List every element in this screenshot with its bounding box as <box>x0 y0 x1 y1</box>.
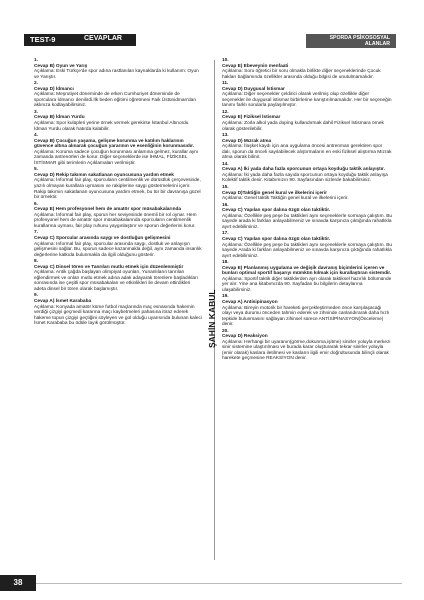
answer-item <box>34 133 202 166</box>
answer-text: Cevap D) Reaksiyon <box>222 334 268 340</box>
header-test-bar <box>24 34 136 46</box>
explanation-text: Açıklama: Eski Türkçe'de spor adına rastlanılan kaynaklarda ki kullanım: Oyun ve Yarıştır. <box>34 69 199 80</box>
answer-item <box>222 162 392 184</box>
answer-text: Cevap C) Yapılan spor dalına özgü olan taktiktir. <box>222 236 331 242</box>
question-number: 20. <box>222 328 229 334</box>
answer-text: Cevap E) Hem profesyonel hem de amatör spor müsabakalarında <box>34 207 182 213</box>
explanation-text: Açıklama: Antik çağda başlayan olimpiyat oyunları, Yunanlıların tanrıları eğlendirmek ve onları mutlu etmek adına adak adayarak törenlere başladıkları sonrasında ise çeşitli spor müsabakaları ve etkinlikleri ile devam ettirdikleri adeta dinsel bir tören olarak başlamıştır. <box>34 270 198 292</box>
answer-text: Cevap E) Ebeveynin menfaati <box>222 63 289 69</box>
answer-item <box>222 133 392 161</box>
answer-item <box>34 58 202 80</box>
question-number: 4. <box>34 133 38 139</box>
brand-vertical <box>200 284 222 350</box>
answer-item <box>222 185 392 202</box>
question-number: 12. <box>222 109 229 115</box>
answer-text: Cevap C) Dinsel tören ve Tanrıları mutlu etmek için düzenlenmiştir <box>34 264 184 270</box>
answer-item <box>34 259 202 292</box>
answer-text: Cevap D) İdmancı <box>34 86 74 92</box>
explanation-text: Açıklama: Özellikle peş peşe bu taktikleri aynı seçeneklerle sormaya çalıştım. Bu sayede Arada ki farkları anlayabilmeniz ve sınavda karşınıza çıktığında rahatlıkla ayırt edebilirsiniz. <box>222 242 393 259</box>
question-number: 13. <box>222 133 229 139</box>
answer-item <box>34 167 202 200</box>
question-number: 11. <box>222 81 229 87</box>
answer-item <box>222 58 392 80</box>
section-label: CEVAPLAR <box>84 35 122 42</box>
question-number: 10. <box>222 58 229 63</box>
brand-text: ŞAHİN KABUL <box>207 289 217 348</box>
answer-text: Cevap D) Rekip takımın sakatlanan oyuncusuna yardım etmek <box>34 172 174 178</box>
explanation-text: Açıklama: İki yada daha fazla sayıda sporcunun ortaya koyduğu taktik anlayışa Kolektif taktik denir. Kitabımızın 90. Sayfasından sizlerde bakabilirsiniz. <box>222 172 388 184</box>
explanation-text: Açıklama: Özellikle peş peşe bu taktikleri aynı seçeneklerle sormaya çalıştım. Bu sayede arada ki farkları anlayabilmeniz ve sınavda karşınıza çıktığında rahatlıkla ayırt edebilirsiniz. <box>222 213 393 230</box>
page-number: 38 <box>0 575 36 591</box>
explanation-text: Açıklama: Genel taktik Taktiğin genel kural ve ilkelerini içerir. <box>222 196 349 202</box>
explanation-text: Açıklama: Informal fair play, sporcular arasında saygı, dostluk ve anlayışın gelişmesini sağlar. Bu, sporun sadece kazanmakla değil, aynı zamanda insanlık değerlerine katkıda bulunmakla da ilgili olduğunu gösterir. <box>34 241 202 258</box>
answer-text: Cevap E) Fiziksel İstismar <box>222 115 281 121</box>
answer-item <box>34 293 202 326</box>
question-number: 15. <box>222 185 229 191</box>
answer-text: Cevap B) Çocuğun yaşama, gelişme korunma ve katılım haklarının güvence altına alınarak çocuğun yararının ve esenliğinin korunmasıdır. <box>34 138 194 150</box>
answer-text: Cevap A) İki yada daha fazla sporcunun ortaya koyduğu taktik anlayıştır. <box>222 167 385 173</box>
explanation-text: Açıklama: Zorla alkol yada doping kullandırmak dahil Fiziksel İstismara örnek olarak gösterilebilir. <box>222 121 384 132</box>
answer-text: Cevap D) Duygusal İstismar <box>222 86 285 92</box>
right-column <box>222 58 392 363</box>
answer-text: Cevap D)Taktiğin genel kural ve ilkelerini içerir <box>222 190 327 196</box>
question-number: 16. <box>222 202 229 208</box>
answer-text: Cevap D) Mızrak atma <box>222 138 272 144</box>
question-number: 9. <box>34 293 38 299</box>
question-number: 17. <box>222 231 229 237</box>
answer-text: Cevap A) İsmet Karababa <box>34 298 92 304</box>
explanation-text: Açıklama: İnformal fair play, sporcuların centilmenlik ve dürüstlük çerçevesinde, yazılı olmayan kurallara uymasını ve rakiplerine saygı göstermelerini içerir. Rakip takımın sakatlanan oyuncusuna yardım etmek, bu tür bir davranışa güzel bir örnektir. <box>34 178 201 201</box>
explanation-text: Açıklama: Koruma sadece çocuğun korunması anlamına gelmez, kurallar aynı zamanda antrenörleri de korur. Diğer seçeneklerde ise İHMAL, FİZİKSEL İSTİSMAR gibi terimlerin Açıklamaları verilmiştir. <box>34 149 199 166</box>
explanation-text: Açıklama: Soru öğretici bir soru olmakla birlikte diğer seçeneklerinde Çocuk hakları bağlamında özellikler arasında olduğu bilgisi de unutulmamalıdır. <box>222 69 381 80</box>
explanation-text: Açıklama: Diğer seçenekler çeldirici olarak verilmiş olup özellikle diğer seçenekler ile duygusal istismar birbirlerine karıştırılmamalıdır. Her bir seçeneğin tanımı farklı sorularla paylaşılmıştır. <box>222 92 392 109</box>
answer-item <box>222 203 392 231</box>
explanation-text: Açıklama: İlaşket kaydı için ana uygulama öncesi antrenman gerektiren spor dalı, sporun da önceli sayılabilecek alıştırmaların en eski fiziksel alıştırma Mızrak atma olarak bilinir. <box>222 144 392 161</box>
answer-text: Cevap B) İdman Yurdu <box>34 115 85 121</box>
question-number: 3. <box>34 109 38 115</box>
explanation-text: Açıklama: Sportif taktik diğer taktiklerden ayrı olarak taktiksel hazırlık bölümünde yer alır. Yine ana kitabımızda 90. Sayfadan bu bilgilerin detaylarına ulaşabilirsiniz. <box>222 276 392 293</box>
answer-item <box>222 260 392 293</box>
answer-item <box>222 231 392 259</box>
answer-text: Cevap E) Planlanmış uygulama ve değişik davranış biçimlerini içeren ve bunları optimal sportif başarıyı mümkün kılmak için kurallaştıran sistemdir. <box>222 265 392 277</box>
answer-text: Cevap C) Sporcular arasında saygı ve dostluğun gelişmesini <box>34 235 171 241</box>
answer-item <box>34 110 202 132</box>
answer-item <box>222 294 392 327</box>
explanation-text: Açıklama: İnformal fair play, sporun her seviyesinde önemli bir rol oynar. Hem profesyonel hem de amatör spor müsabakalarında sporcuların centilmenlik kurallarına uyması, fair play ruhunu yaygınlaştırır ve sporun değerlerini korur. <box>34 212 197 229</box>
question-number: 6. <box>34 201 38 207</box>
answer-item <box>222 110 392 132</box>
question-number: 2. <box>34 81 38 87</box>
explanation-text: Açıklama: Spor kulüpleri yerine örnek vermek gerekirse İstanbul Altınordu İdman Yurdu olarak hatırda kalabilir. <box>34 121 189 132</box>
answer-text: Cevap C) Yapılan spor dalına özgü olan taktiktir. <box>222 208 331 214</box>
question-number: 1. <box>34 58 38 63</box>
question-number: 7. <box>34 230 38 236</box>
explanation-text: Açıklama: Meşrutiyet döneminde de erken Cumhuriyet döneminde de sporculara İdmancı denilirdi.İlk beden eğitimi öğretmeni Faik Üstünidman'dan aklınıza kodlayabilirsiniz. <box>34 92 196 109</box>
explanation-text: Açıklama: Konyada amatör küme futbol maçlarında maç esnasında hakemin verdiği çizgiyi geçmedi kararına maçı kaybetmeleri pahasına itiraz ederek hakeme topun çizgiyi geçtiğini söyleyen ve gol olduğu uyarısında bulunan kaleci İsmet Karababa bu ödüle layık görülmüştür. <box>34 304 202 327</box>
answer-text: Cevap A) Antisipinasyon <box>222 299 278 305</box>
answer-item <box>34 81 202 109</box>
question-number: 5. <box>34 167 38 173</box>
answer-item <box>34 230 202 258</box>
answer-item <box>222 81 392 109</box>
header-subject-bar <box>306 34 396 48</box>
answer-item <box>34 202 202 230</box>
left-column <box>34 58 202 328</box>
test-label: TEST-9 <box>30 35 56 44</box>
explanation-text: Açıklama: Bireyin motorik bir hareketi gerçekleştirmeden önce karşılaşacağı olayı veya durumu önceden tahmin ederek ve zihninde canlandırarak daha hızlı tepkide bulunmasını sağlayan zihinsel sürece ANTİSİPİNASYON(Önceleme) denir. <box>222 305 390 328</box>
subject-label: SPORDA PSİKOSOSYAL ALANLAR <box>329 35 390 47</box>
question-number: 14. <box>222 161 229 167</box>
answer-text: Cevap B) Oyun ve Yarış <box>34 63 88 69</box>
question-number: 8. <box>34 259 38 265</box>
explanation-text: Açıklama: Herhangi bir uyaranın(görme,dokunma,işitme) sinirler yoluyla merkezi sinir sistemine ulaştırılması ve burada karar oluşturarak tekrar sinirler yoluyla (emir olarak) kaslara iletilmesi ve kasların ilgili emir doğrultusunda bilinçli olarak harekete geçmesine REAKSİYON denir. <box>222 339 391 362</box>
answer-item <box>222 329 392 362</box>
footer-line <box>24 583 402 584</box>
question-number: 18. <box>222 260 229 266</box>
question-number: 19. <box>222 294 229 300</box>
